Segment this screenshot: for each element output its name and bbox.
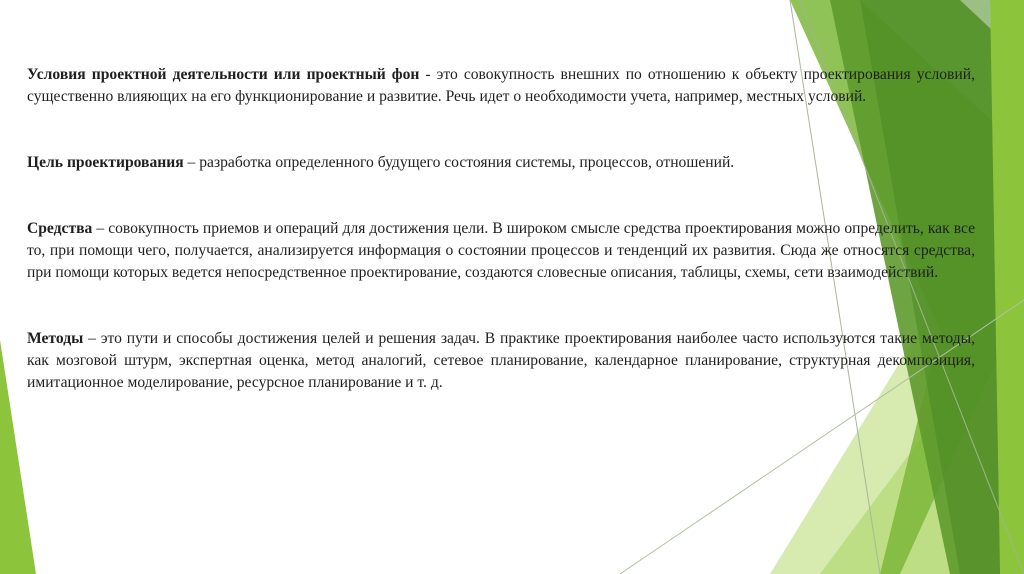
paragraph-means (27, 218, 975, 284)
definition-means: – совокупность приемов и операций для достижения цели. В широком смысле средства проектирования можно определить, как все то, при помощи чего, получается, анализируется информация о состоянии процессов и тенденций их развития. Сюда же относятся средства, при помощи которых ведется непосредственное проектирование, создаются словесные описания, таблицы, схемы, сети взаимодействий. (27, 220, 975, 281)
term-means: Средства (27, 220, 93, 237)
definition-methods: – это пути и способы достижения целей и решения задач. В практике проектирования наиболее часто используются такие методы, как мозговой штурм, экспертная оценка, метод аналогий, сетевое планирование, календарное планирование, структурная декомпозиция, имитационное моделирование, ресурсное планирование и т. д. (27, 330, 975, 391)
term-project-conditions: Условия проектной деятельности или проектный фон (27, 66, 420, 83)
definition-project-conditions: - это совокупность внешних по отношению к объекту проектирования условий, существенно влияющих на его функционирование и развитие. Речь идет о необходимости учета, например, местных условий. (27, 66, 975, 105)
term-design-goal: Цель проектирования (27, 154, 184, 171)
paragraph-design-goal (27, 152, 975, 174)
definition-design-goal: – разработка определенного будущего состояния системы, процессов, отношений. (183, 154, 735, 171)
slide-content (27, 64, 975, 394)
paragraph-project-conditions (27, 64, 975, 108)
paragraph-methods (27, 328, 975, 394)
term-methods: Методы (27, 330, 84, 347)
